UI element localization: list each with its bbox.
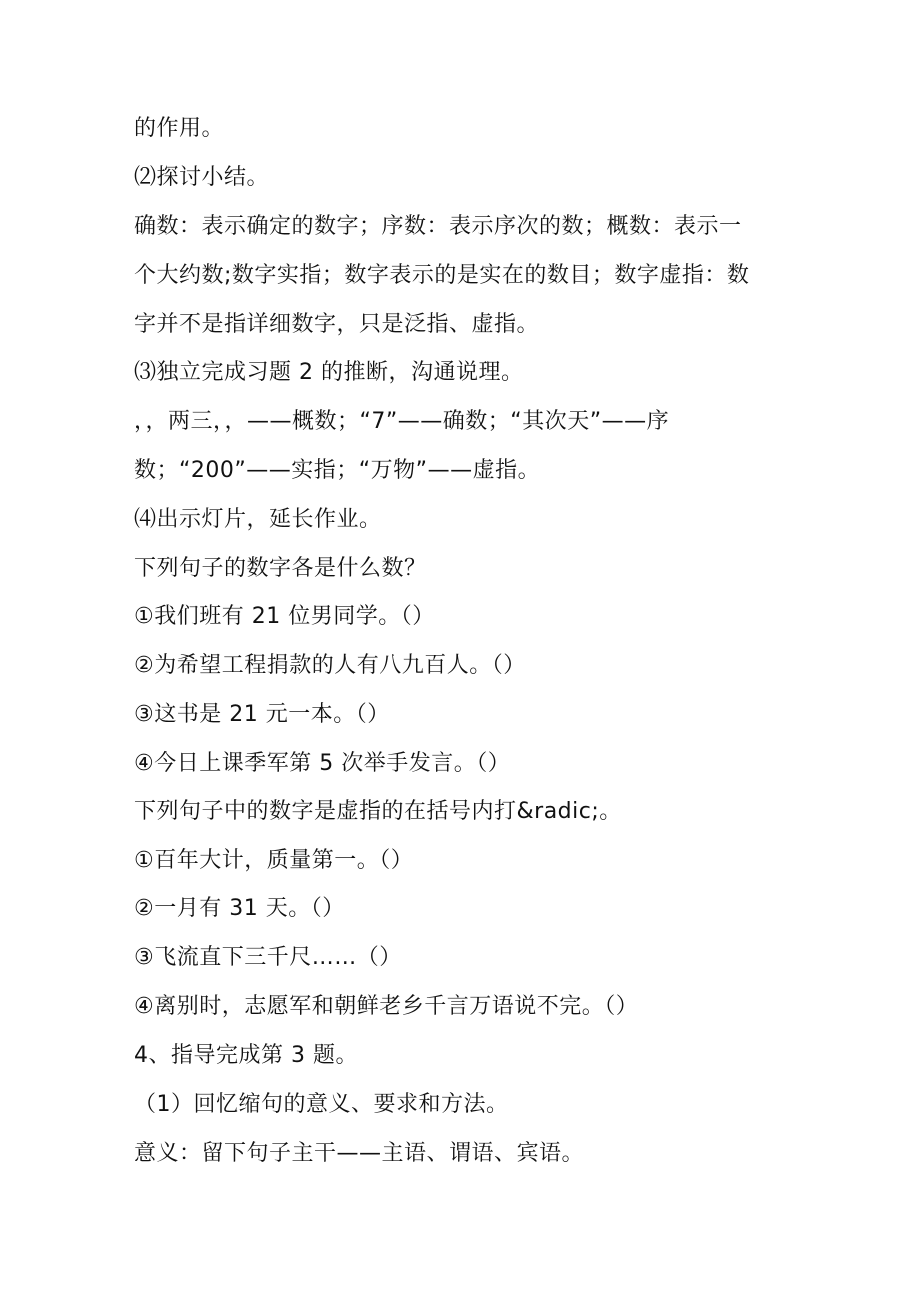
text-line: 下列句子的数字各是什么数？ <box>134 556 427 581</box>
text-line: 确数：表示确定的数字；序数：表示序次的数；概数：表示一 <box>134 214 742 239</box>
text-line: ③飞流直下三千尺……（） <box>134 945 402 970</box>
text-line: ①我们班有 21 位男同学。（） <box>134 604 435 629</box>
text-line: ⑷出示灯片，延长作业。 <box>134 507 382 532</box>
text-line: ⑶独立完成习题 2 的推断，沟通说理。 <box>134 360 524 385</box>
text-line: ④离别时，志愿军和朝鲜老乡千言万语说不完。（） <box>134 994 639 1019</box>
text-line: 意义：留下句子主干——主语、谓语、宾语。 <box>134 1141 585 1166</box>
text-line: ③这书是 21 元一本。（） <box>134 702 390 727</box>
text-line: ①百年大计，质量第一。（） <box>134 848 414 873</box>
text-line: ，，两三，，——概数；“7”——确数；“其次天”——序 <box>134 409 670 434</box>
text-line: ②为希望工程捐款的人有八九百人。（） <box>134 653 526 678</box>
text-line: 个大约数;数字实指；数字表示的是实在的数目；数字虚指：数 <box>134 263 750 288</box>
text-line: 4、指导完成第 3 题。 <box>134 1043 358 1068</box>
text-line: 字并不是指详细数字，只是泛指、虚指。 <box>134 312 540 337</box>
text-line: 下列句子中的数字是虚指的在括号内打&radic;。 <box>134 799 622 824</box>
text-line: （1）回忆缩句的意义、要求和方法。 <box>134 1092 509 1117</box>
text-line: 的作用。 <box>134 116 225 141</box>
text-line: ②一月有 31 天。（） <box>134 896 345 921</box>
text-line: ④今日上课季军第 5 次举手发言。（） <box>134 751 511 776</box>
text-line: ⑵探讨小结。 <box>134 165 270 190</box>
text-line: 数；“200”——实指；“万物”——虚指。 <box>134 458 541 483</box>
